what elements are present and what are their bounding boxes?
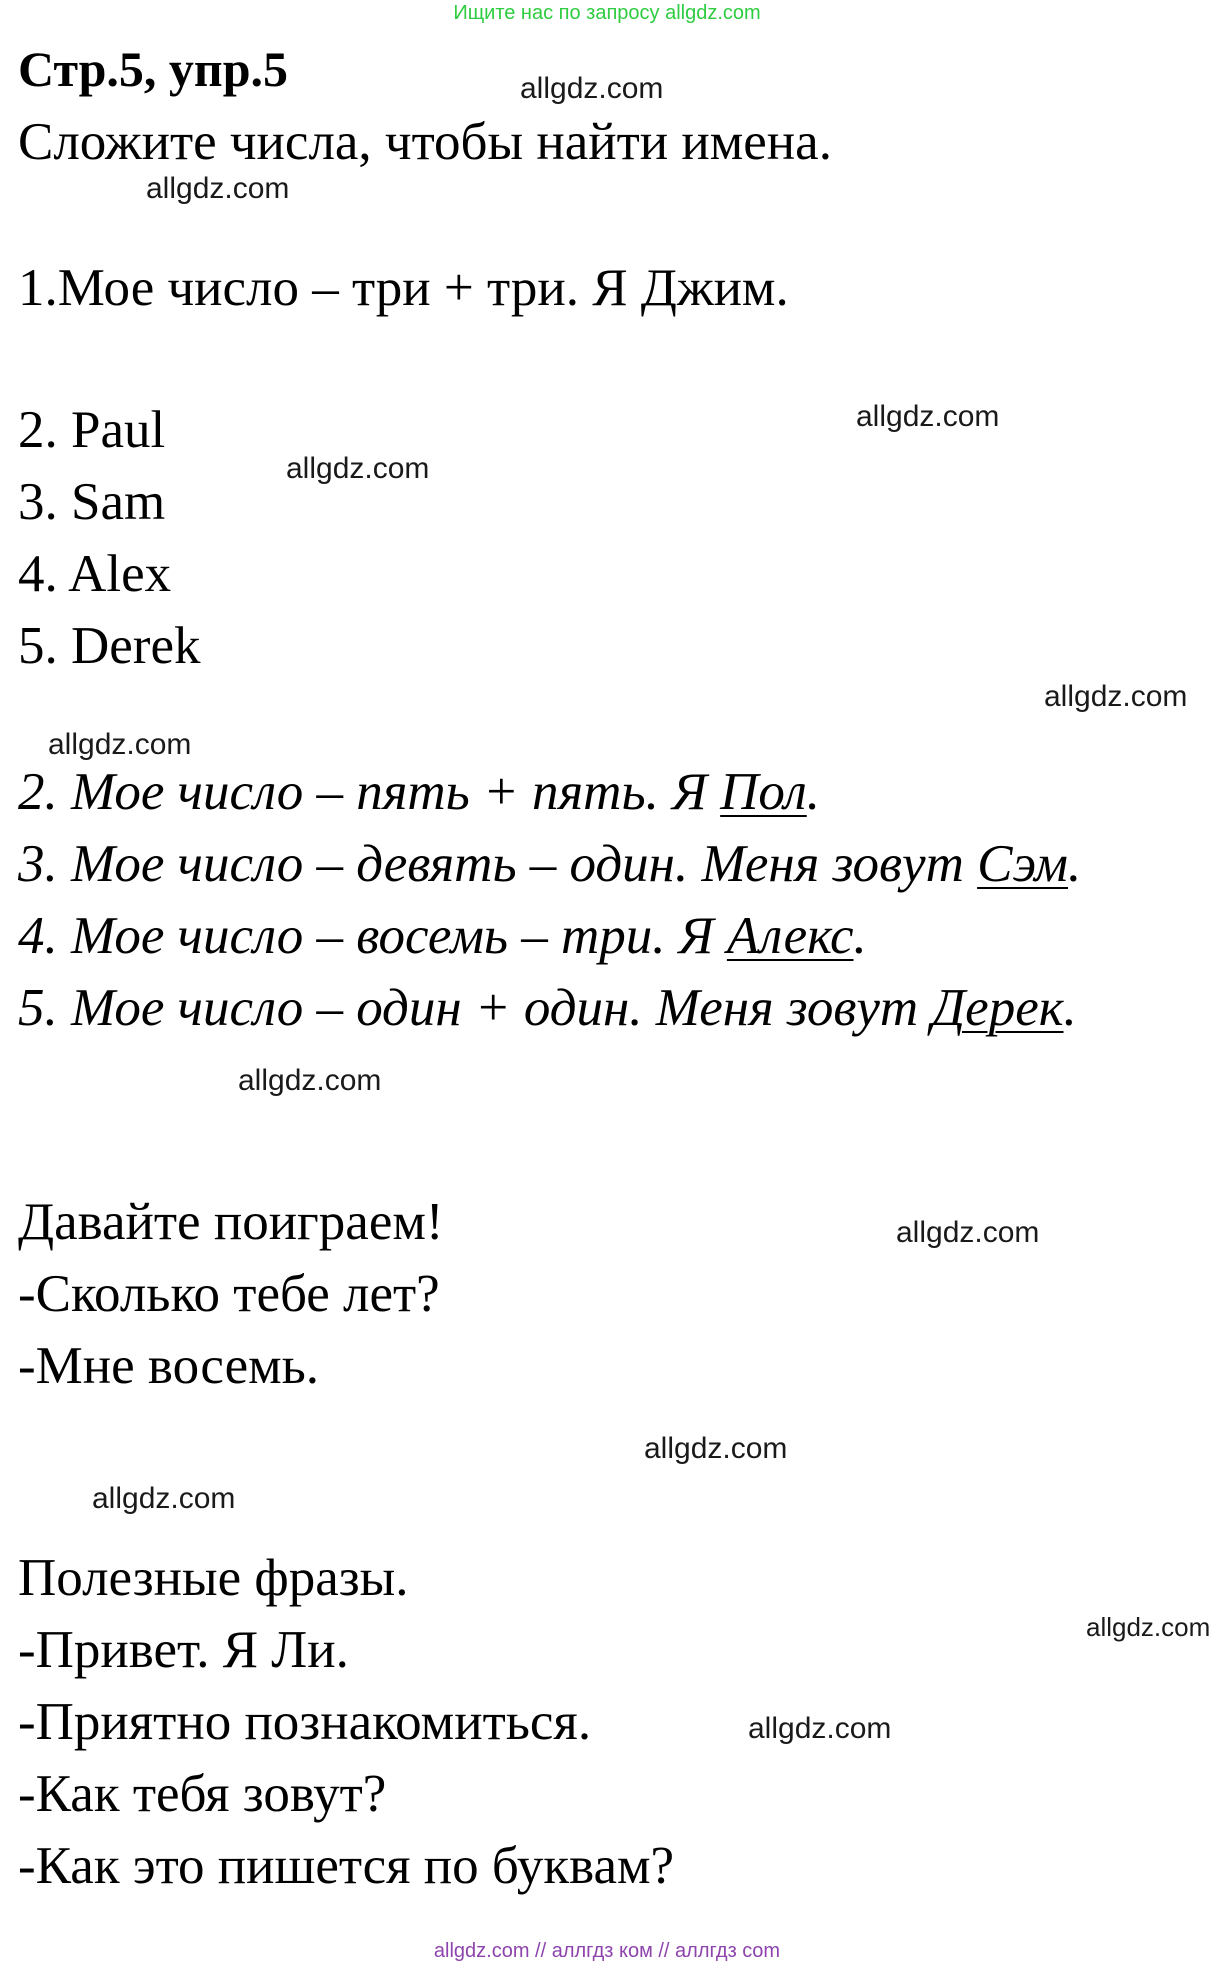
watermark: allgdz.com: [1044, 680, 1188, 713]
example-line: 1.Мое число – три + три. Я Джим.: [18, 259, 789, 317]
answer-text: 3. Мое число – девять – один. Меня зовут: [18, 835, 978, 893]
phrases-title: Полезные фразы.: [18, 1549, 409, 1607]
watermark: allgdz.com: [1086, 1612, 1211, 1642]
top-banner: Ищите нас по запросу allgdz.com: [453, 2, 761, 24]
answer-line: [18, 979, 1077, 1037]
phrase-line: -Приятно познакомиться.: [18, 1693, 592, 1751]
footer: allgdz.com // аллгдз ком // аллгдз com: [433, 1940, 781, 1962]
answer-end: .: [1068, 835, 1082, 893]
watermark: allgdz.com: [286, 452, 430, 485]
phrase-line: -Привет. Я Ли.: [18, 1621, 349, 1679]
watermark: allgdz.com: [644, 1432, 788, 1465]
answer-name: Пол: [720, 763, 807, 821]
name-item: 4. Alex: [18, 545, 172, 603]
watermark: allgdz.com: [92, 1482, 236, 1515]
answer-text: 5. Мое число – один + один. Меня зовут: [18, 979, 932, 1037]
watermark: allgdz.com: [146, 172, 290, 205]
game-title: Давайте поиграем!: [18, 1193, 444, 1251]
watermark: allgdz.com: [238, 1064, 382, 1097]
answer-end: .: [1063, 979, 1077, 1037]
answer-line: [18, 763, 820, 821]
page-title: Стр.5, упр.5: [18, 41, 289, 97]
answer-end: .: [806, 763, 820, 821]
answer-name: Алекс: [726, 907, 854, 965]
answer-text: 2. Мое число – пять + пять. Я: [18, 763, 721, 821]
watermark: allgdz.com: [856, 400, 1000, 433]
answer-line: [18, 835, 1082, 893]
watermark: allgdz.com: [748, 1712, 892, 1745]
name-item: 5. Derek: [18, 617, 201, 675]
name-item: 3. Sam: [18, 473, 166, 531]
answer-line: [18, 907, 867, 965]
watermark: allgdz.com: [520, 72, 664, 105]
game-line: -Сколько тебе лет?: [18, 1265, 440, 1323]
answer-name: Дерек: [931, 979, 1064, 1037]
game-line: -Мне восемь.: [18, 1337, 320, 1395]
answer-name: Сэм: [977, 835, 1068, 893]
phrase-line: -Как тебя зовут?: [18, 1765, 387, 1823]
phrase-line: -Как это пишется по буквам?: [18, 1837, 675, 1895]
answer-end: .: [853, 907, 867, 965]
answer-text: 4. Мое число – восемь – три. Я: [18, 907, 727, 965]
instruction: Сложите числа, чтобы найти имена.: [18, 113, 832, 171]
name-item: 2. Paul: [18, 401, 166, 459]
watermark: allgdz.com: [896, 1216, 1040, 1249]
watermark: allgdz.com: [48, 728, 192, 761]
